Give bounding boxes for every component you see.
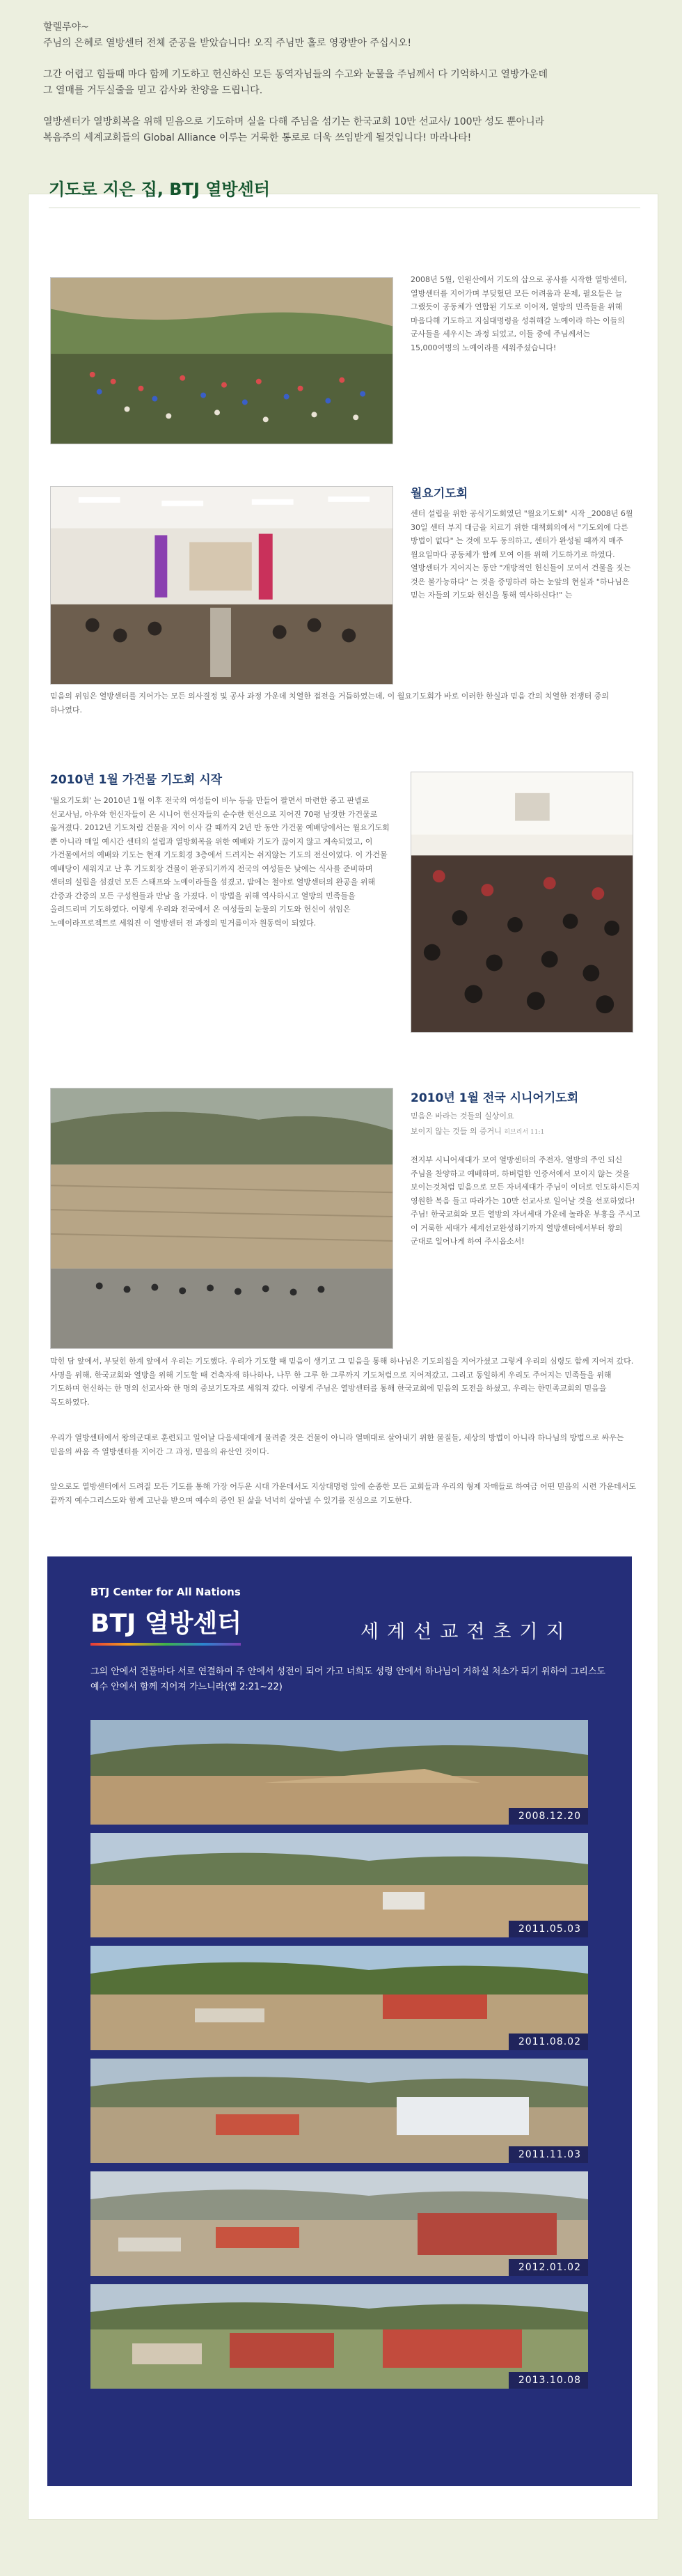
progress-photo-5 <box>90 2171 588 2276</box>
verse-reference: 히브리서 11:1 <box>504 1129 545 1136</box>
bible-verse <box>411 1109 544 1140</box>
progress-date-4: 2011.11.03 <box>509 2146 588 2163</box>
progress-date-2: 2011.05.03 <box>509 1921 588 1937</box>
verse-line-2: 보이지 않는 것들 의 증거니 <box>411 1127 502 1136</box>
progress-photo-6 <box>90 2284 588 2389</box>
intro-thanks-1: 그간 어렵고 힘들때 마다 함께 기도하고 헌신하신 모든 동역자님들의 수고와 눈물을 주님께서 다 기억하시고 열방가운데 <box>43 69 548 80</box>
intro-vision-1: 열방센터가 열방회복을 위해 믿음으로 기도하며 실을 다해 주님을 섬기는 한국교회 10만 선교사/ 100만 성도 뿐아니라 <box>43 116 545 127</box>
brand-korean: BTJ 열방센터 <box>90 1609 242 1638</box>
brand-english: BTJ Center for All Nations <box>90 1586 241 1598</box>
section-3-title: 2010년 1월 가건물 기도회 시작 <box>50 773 223 787</box>
section-3-text: '월요기도회' 는 2010년 1월 이후 전국의 여성들이 비누 등을 만들어 팔면서 마련한 중고 판넬로 선교사님, 아우와 헌신자들이 온 시니어 헌신자들의 순수한 헌신으로 지어진 70평 남짓한 가건물로 옮겨졌다. 2012년 기도처럼 건물을 지어 이사 갈 때까지 2년 반 동안 가건물 예배당에서는 월요기도회 뿐 아니라 매일 예시간 센터의 설립과 열방회복을 위한 예배와 기도가 끊이지 않고 계속되었고, 이 가건물에서의 예배와 기도는 현재 기도회경 3층에서 드려지는 쉬지않는 기도의 전신이었다. 이 가건물 예배당이 세워지고 난 후 기도회장 건물이 완공되기까지 전국의 여성들은 낮에는 식사를 준비하며 센터의 설립을 섬겼던 모든 스태프와 노예이라들을 섬겼고, 밤에는 철야로 열방센터의 완공을 위해 간증과 간증의 모든 구성원들과 만남 을 가졌다. 이 방법을 위해 역사하시고 열방의 민족들을 올려드리며 기도하였다. 이렇게 우리와 전국에서 온 여성들의 눈물의 기도와 헌신이 섞임은 노예이라프로젝트로 세워진 이 열방센터 전 과정의 밑거름이자 원동력이 되었다. <box>50 796 390 928</box>
intro-vision-2: 복음주의 세계교회들의 Global Alliance 이루는 거룩한 통로로 더욱 쓰임받게 될것입니다! 마라나타! <box>43 132 472 143</box>
verse-line-1: 믿음은 바라는 것들의 실상이요 <box>411 1111 514 1121</box>
section-2-title: 월요기도회 <box>411 487 468 501</box>
temporary-building-photo <box>411 772 633 1033</box>
group-photo <box>50 277 393 444</box>
progress-photo-3 <box>90 1946 588 2050</box>
section-2-text-full: 믿음의 위임은 열방센터를 지어가는 모든 의사결정 및 공사 과정 가운데 치열한 접전을 거듭하였는데, 이 월요기도회가 바로 이러한 한실과 믿음 간의 치열한 전쟁터 중의 하나였다. <box>50 692 609 715</box>
progress-photo-4 <box>90 2059 588 2163</box>
senior-prayer-photo <box>50 1088 393 1349</box>
section-4-text-full-2: 우리가 열방센터에서 왕의군대로 훈련되고 일어날 다음세대에게 물려줄 것은 건물이 아니라 열매대로 살아내기 위한 물질들, 세상의 방법이 아니라 하나님의 방법으로 싸우는 믿음의 싸움 즉 열방센터를 지어간 그 과정, 믿음의 유산인 것이다. <box>50 1433 624 1456</box>
btj-center-banner <box>47 1556 632 2486</box>
intro-text <box>43 19 656 162</box>
intro-paragraph-1 <box>43 19 656 52</box>
banner-motto: 세계선교전초기지 <box>360 1621 573 1643</box>
brand-color-bar <box>90 1643 241 1646</box>
intro-paragraph-2 <box>43 67 656 99</box>
section-4-text-full-3: 앞으로도 열방센터에서 드려질 모든 기도를 통해 가장 어두운 시대 가운데서도 지상대명령 앞에 순종한 모든 교회들과 우리의 형제 자매들로 하여금 어떤 믿음의 시련 가운데서도 끝까지 예수그리스도와 함께 고난을 받으며 예수의 증인 된 삶을 넉넉히 살아낼 수 있기를 진심으로 기도한다. <box>50 1482 636 1505</box>
intro-hallelujah: 할렐루야~ <box>43 22 89 33</box>
section-2-text-right: 센터 설립을 위한 공식기도회였던 "월요기도회" 시작 _2008년 6월 30일 센터 부지 대금을 치르기 위한 대책회의에서 "기도외에 다른 방법이 없다" 는 것에 모두 동의하고, 센터가 완성될 때까지 매주 월요일마다 공동체가 함께 모여 이를 위해 기도하기로 하였다. 열방센터가 지어지는 동안 "개방적인 헌신들이 모여서 건물을 짓는 것은 불가능하다" 는 것을 증명하려 하는 눈앞의 현실과 "하나님은 믿는 자들의 기도와 헌신을 통해 역사하신다!" 는 <box>411 509 633 600</box>
progress-date-6: 2013.10.08 <box>509 2372 588 2389</box>
progress-date-1: 2008.12.20 <box>509 1808 588 1825</box>
section-4-text-right: 전지부 시니어세대가 모여 열방센터의 주전자, 열방의 주인 되신 주님을 찬양하고 예배하며, 하버럴한 인증서에서 보이지 않는 것을 보이는것처럼 믿음으로 모든 자녀세대가 주님이 이더로 인도하시든지 영원한 복음 들고 따라가는 10만 선교사로 일어날 것을 선포하였다! 주님! 한국교회와 모든 열방의 자녀세대 가운데 놀라운 부흥을 주시고 이 거룩한 세대가 세계선교완성하기까지 열방센터에서부터 왕의 군대로 일어나게 하여 주시옵소서! <box>411 1155 640 1246</box>
monday-prayer-photo <box>50 486 393 685</box>
banner-verse: 그의 안에서 건물마다 서로 연결하여 주 안에서 성전이 되어 가고 너희도 성령 안에서 하나님이 거하실 처소가 되기 위하여 그리스도 예수 안에서 함께 지어져 가느니라(엡 2:21~22) <box>90 1666 605 1692</box>
intro-paragraph-3 <box>43 114 656 146</box>
section-4-title: 2010년 1월 전국 시니어기도회 <box>411 1091 579 1105</box>
intro-completion: 주님의 은혜로 열방센터 전체 준공을 받았습니다! 오직 주님만 홀로 영광받아 주십시오! <box>43 38 412 49</box>
progress-photo-1 <box>90 1720 588 1825</box>
section-1-text: 2008년 5월, 인원산에서 기도의 삽으로 공사를 시작한 열방센터, 열방센터를 지어가며 부딪혔던 모든 어려움과 문제, 필요들은 늘 그랬듯이 공동체가 연합된 기도로 이어져, 열방의 민족들을 위해 마음다해 기도하고 지심대명령을 성취해갈 노예이라 하는 이들의 군사들을 세우시는 과정 되었고, 이들 중에 주님께서는 15,000여명의 노예이라를 세워주셨습니다! <box>411 275 627 352</box>
progress-date-5: 2012.01.02 <box>509 2259 588 2276</box>
progress-photo-2 <box>90 1833 588 1937</box>
page-title: 기도로 지은 집, BTJ 열방센터 <box>49 180 270 199</box>
progress-date-3: 2011.08.02 <box>509 2034 588 2050</box>
intro-thanks-2: 그 열매를 거두실줄을 믿고 감사와 찬양을 드립니다. <box>43 85 263 96</box>
section-4-text-full-1: 막힌 담 앞에서, 부딪힌 한계 앞에서 우리는 기도했다. 우리가 기도할 때 믿음이 생기고 그 믿음을 통해 하나님은 기도의집을 지어가셨고 그렇게 우리의 심령도 함께 지어져 갔다. 사명을 위해, 한국교회와 열방을 위해 기도할 때 건축자재 하나하나, 나무 한 그루 한 그루까지 기도처럼으로 지어져갔고, 그리고 동일하게 우리도 주어지는 민족들을 위해 기도하며 헌신하는 한 명의 선교사와 한 명의 중보기도자로 세워져 갔다. 이렇게 주님은 열방센터를 통해 한국교회에 믿음의 도전을 하셨고, 우리는 한민족교회의 믿음을 목도하였다. <box>50 1357 634 1407</box>
